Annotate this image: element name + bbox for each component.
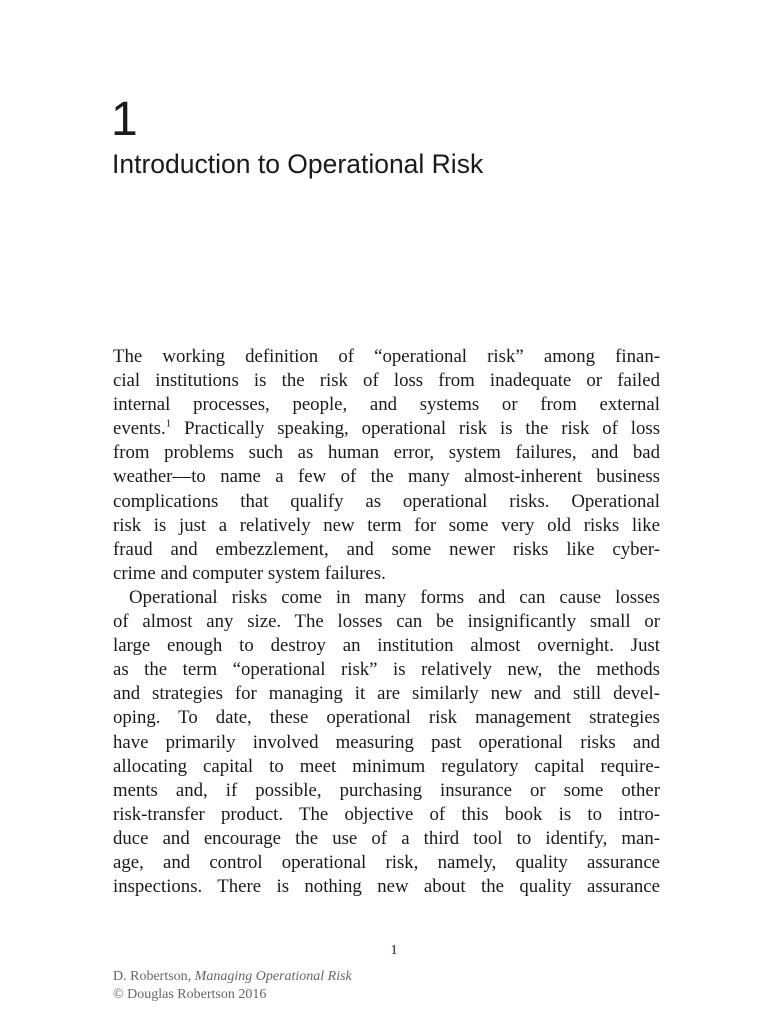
- text-line: have primarily involved measuring past operational risks and: [113, 731, 660, 753]
- chapter-number: 1: [111, 93, 138, 146]
- page-number: 1: [390, 943, 398, 958]
- text-line: Operational risks come in many forms and can cause losses: [129, 586, 660, 608]
- text-line: age, and control operational risk, namely, quality assurance: [113, 851, 660, 873]
- body-text: [113, 345, 660, 899]
- text-line: weather—to name a few of the many almost-inherent business: [113, 466, 660, 488]
- text-line: as the term “operational risk” is relatively new, the methods: [113, 659, 660, 681]
- footer: [113, 968, 352, 1004]
- footer-copyright: © Douglas Robertson 2016: [113, 987, 267, 1002]
- text-line: complications that qualify as operational risks. Operational: [113, 490, 660, 512]
- paragraph-2: [113, 586, 660, 899]
- footer-citation: [113, 968, 352, 986]
- paragraph-1: [113, 345, 660, 586]
- text-line-with-footnote: [113, 417, 660, 441]
- text-line: of almost any size. The losses can be insignificantly small or: [113, 611, 660, 633]
- text-line: internal processes, people, and systems or from external: [113, 394, 660, 416]
- chapter-title: Introduction to Operational Risk: [112, 149, 484, 179]
- text-segment: Practically speaking, operational risk is the risk of loss: [171, 418, 660, 440]
- text-line: from problems such as human error, system failures, and bad: [113, 442, 660, 464]
- text-line: crime and computer system failures.: [113, 562, 386, 584]
- text-line: risk-transfer product. The objective of this book is to intro-: [113, 803, 660, 825]
- text-line: cial institutions is the risk of loss from inadequate or failed: [113, 370, 660, 392]
- text-line: ments and, if possible, purchasing insurance or some other: [113, 779, 660, 801]
- text-line: oping. To date, these operational risk management strategies: [113, 707, 660, 729]
- footnote-marker[interactable]: 1: [165, 418, 172, 431]
- text-line: fraud and embezzlement, and some newer risks like cyber-: [113, 538, 660, 560]
- text-line: risk is just a relatively new term for some very old risks like: [113, 514, 660, 536]
- text-line: large enough to destroy an institution almost overnight. Just: [113, 635, 660, 657]
- text-segment: events.: [113, 418, 166, 440]
- footer-author: D. Robertson,: [113, 969, 195, 984]
- text-line: The working definition of “operational risk” among finan-: [113, 346, 660, 367]
- footer-book-title: Managing Operational Risk: [194, 969, 352, 984]
- text-line: allocating capital to meet minimum regulatory capital require-: [113, 755, 660, 777]
- text-line: duce and encourage the use of a third tool to identify, man-: [113, 827, 660, 849]
- text-line: and strategies for managing it are similarly new and still devel-: [113, 683, 660, 705]
- text-line: inspections. There is nothing new about the quality assurance: [113, 876, 660, 898]
